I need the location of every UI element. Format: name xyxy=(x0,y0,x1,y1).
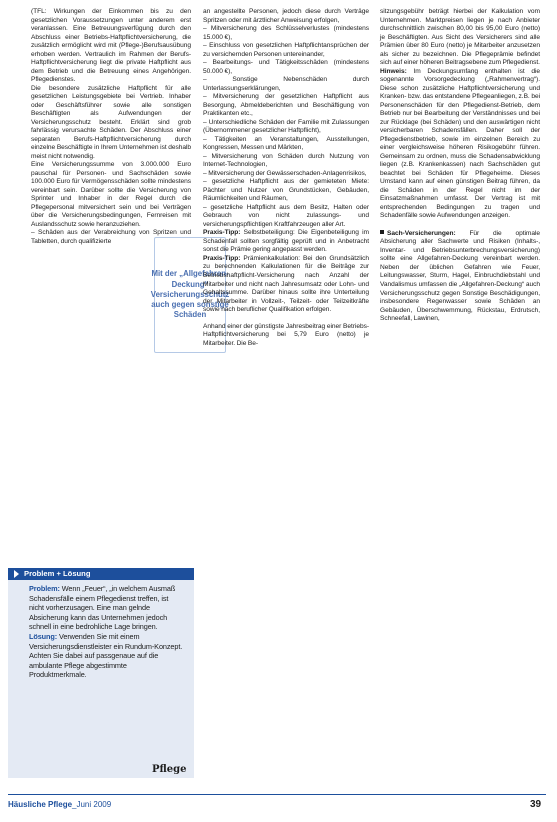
list-item: – Bearbeitungs- und Tätigkeitsschäden (mindestens 50.000 €), xyxy=(203,59,369,75)
paragraph: Die besondere zusätzliche Haftpflicht für alle gesetzlichen Leistungsgebiete bei Vertrieb. Inhaber oder Geschäftsführer sowie alle sonstigen Beschäftigten als Aufwendungen der Versicherungsschutz besteht. Erklärt sind grob fahrlässig verursachte Schäden. Der Abschluss einer separaten Berufs-Haftpflichtversicherung durch einzelne Beschäftigte in Ihrem Unternehmen ist deshalb meist nicht notwendig. xyxy=(31,84,191,160)
problem-loesung-header xyxy=(8,568,194,580)
column-3 xyxy=(380,8,540,324)
paragraph: sitzungsgebühr beträgt hierbei der Kalkulation vom Unternehmen. Marktpreisen liegen je nach Anbieter durchschnittlich zwischen 80,00 bis 95,00 Euro (netto) je Beschäftigten. Aus Sicht des Versicherers sind alle Prämien über 80 Euro (netto) je Mitarbeiter anzusetzen als sicher zu bezeichnen. Die Pflegeprämie befindet sich auf einer höheren Beitragsebene zum Pflegedienst. xyxy=(380,8,540,67)
solution-text: Verwenden Sie mit einem Versicherungsdienstleister ein Rundum-Konzept. Achten Sie dabei auf passgenaue auf die ambulante Pflege abgestimmte Produktmerkmale. xyxy=(29,631,183,680)
praxis-tipp-text: Selbstbeteiligung: Die Eigenbeteiligung im Schadenfall sollten sorgfältig geprüft und in Anbetracht sonst die Prämie gering angepasst werden. xyxy=(203,229,369,254)
column-2 xyxy=(203,8,369,348)
list-item: – gesetzliche Haftpflicht aus dem Besitz, Halten oder Gebrauch von nicht zulassungs- und versicherungspflichtigen Kraftfahrzeugen aller Art. xyxy=(203,203,369,228)
paragraph: – Schäden aus der Verabreichung von Spritzen und Tabletten, durch qualifizierte xyxy=(31,229,191,245)
hint-text: Im Deckungsumfang enthalten ist die sogenannte Vorsorgedeckung („Rahmenvertrag“). Diese schon zusätzliche Haftpflichtversicherung und Kranken- bzw. das entstandene Pflegeanliegen, z.B. bei Personenschäden für den Pflegedienst-Betrieb, dem Betrieb nur bei Bearbeitung der Verständnisses und bei zur Rücklage (bei Schäden) und den auswärtigen nicht versicherbaren Schadensfällen. Daher soll der Pflegedienstbetrieb, sowie im einzelnen Bereich zu einer vergleichsweise höheren Risikogebühr führen. Gemeinsam zu ordnen, muss die Schadensabwicklung liegen (z.B. Krankenkassen) nach Sachschäden gut beachtet bei Schäden für Pflegeheime. Dieses Umstand kann auf einen günstigen Beitrag führen, da die Schäden in der Regel nicht im der Einsatzmaßnahmen umfasst. Der Vertrag ist mit entsprechenden Bedingungen zu tragen und Schadenfälle sowie Aufwendungen anzeigen. xyxy=(380,67,540,220)
triangle-right-icon xyxy=(14,570,19,578)
list-item: – Mitversicherung von Schäden durch Nutzung von Internet-Technologien, xyxy=(203,152,369,169)
praxis-tipp-title: Praxis-Tipp: xyxy=(203,229,241,237)
praxis-tipp-2 xyxy=(203,255,369,315)
list-item: – Mitversicherung der Gewässerschaden-Anlagenrisikos, xyxy=(203,169,367,177)
praxis-tipp-title: Praxis-Tipp: xyxy=(203,254,241,262)
bullet-square-icon xyxy=(380,230,384,234)
sach-paragraph xyxy=(380,230,540,324)
sach-text: Für die optimale Absicherung aller Sachwerte und Risiken (Inhalts-, Inventar- und Betriebsunterbrechungsversicherung) sollte eine Allgefahren-Deckung vereinbart werden. Neben der üblichen Gefahren wie Feuer, Leitungswasser, Sturm, Hagel, Einbruchdiebstahl und Vandalismus umfassen die „Allgefahren-Deckung“ auch Versicherungsschutz gegen Sonstige Beschädigungen, insbesondere Regenwasser sowie Schäden an Gebäuden, Überschwemmung, Rückstau, Erdrutsch, Schneefall, Lawinen, xyxy=(380,229,540,323)
problem-title: Problem: xyxy=(29,584,60,593)
issue-date: _Juni 2009 xyxy=(72,800,112,809)
praxis-tipp-1 xyxy=(203,229,369,255)
list-item: – gesetzliche Haftpflicht aus der gemieteten Miete: Pächter und Nutzer von Grundstücken, Gebäuden, Räumlichkeiten und Räumen, xyxy=(203,178,369,203)
list-item: – Tätigkeiten an Veranstaltungen, Ausstellungen, Kongressen, Messen und Märkten, xyxy=(203,135,369,152)
problem-text: Wenn „Feuer“, „in welchem Ausmaß Schadensfälle einem Pflegedienst treffen, ist nicht vorherzusagen. Eine man gelnde Absicherung kann das Unternehmen jedoch schnell in eine bedrohliche Lage bringen. xyxy=(29,584,176,632)
list-item: – Mitversicherung der gesetzlichen Haftpflicht aus Besorgung, Abmeldeberichten und Beschäftigung von Praktikanten etc., xyxy=(203,93,369,118)
pull-quote-text: Mit der „Allgefahren-Deckung“ Versicherungsschutz auch gegen sonstige Schäden xyxy=(150,269,230,320)
paragraph: Anhand einer der günstigste Jahresbeitrag einer Betriebs-Haftpflichtversicherung bei 5,79 Euro (netto) je Mitarbeiter. Die Be- xyxy=(203,322,369,347)
paragraph: (TFL: Wirkungen der Einkommen bis zu den gesetzlichen Voraussetzungen unter anderem erst veranlassen. Eine Betreuungsverfügung durch den Abschluss einer Betriebs-Haftpflichtversicherung, die zusätzlich ermöglicht wird mit (Pflege-)Berufsausübung erhoben werden. Vertraulich im Rahmen der Berufs-Haftpflichtversicherung liegt die private Haftpflicht aus dem Betrieb und die Betreuung eines Angehörigen. Pflegedienstes. xyxy=(31,8,191,84)
hint-title: Hinweis: xyxy=(380,67,407,75)
list-item: – Sonstige Nebenschäden durch Unterlassungserklärungen, xyxy=(203,76,369,92)
solution-title: Lösung: xyxy=(29,631,58,641)
footer-magazine xyxy=(8,800,111,809)
list-item: – Mitversicherung des Schlüsselverlustes (mindestens 15.000 €), xyxy=(203,25,369,41)
praxis-tipp-text: Prämienkalkulation: Bei den Grundsätzlich zu berechnenden Kalkulationen für die Beiträge zur Betriebshaftpflicht-Versicherung nach Anzahl der Mitarbeiter und nicht nach Jahresumsatz oder Lohn- und Gehaltssumme. Darüber hinaus sollte ihre Unterteilung der Mitarbeiter in Vollzeit-, Teilzeit- oder Teilzeitkräfte sowie nach beruflicher Qualifikation erfolgen. xyxy=(203,254,369,314)
list-item: – Einschluss von gesetzlichen Haftpflichtansprüchen der zu versichernden Personen untereinander, xyxy=(203,42,369,58)
sach-title: Sach-Versicherungen: xyxy=(387,229,456,237)
footer-divider xyxy=(8,794,546,795)
problem-loesung-text xyxy=(29,584,185,680)
logo-text: Pflege xyxy=(152,764,187,775)
column-1 xyxy=(31,8,191,246)
list-item: – Unterschiedliche Schäden der Familie mit Zulassungen (Übernommener gesetzlicher Haftpflicht), xyxy=(203,118,369,135)
pflege-logo xyxy=(152,764,187,775)
paragraph: Eine Versicherungssumme von 3.000.000 Euro pauschal für Personen- und Sachschäden sowie 100.000 Euro für Vermögensschäden sollte mindestens vereinbart sein. Darüber sollte die Versicherung von Sprinter und Inhaber in der Regel durch die Pflegepersonal mitversichert sein und bei Verträgen über die Versicherungsbedingungen, Fernreisen mit Auslandsschutz sowie heranzuziehen. xyxy=(31,161,191,228)
box-header-label: Problem + Lösung xyxy=(24,569,91,578)
solution-paragraph xyxy=(29,632,185,680)
page-number: 39 xyxy=(530,799,542,810)
magazine-name: Häusliche Pflege xyxy=(8,800,73,809)
hint-paragraph xyxy=(380,68,540,221)
problem-paragraph xyxy=(29,584,185,632)
paragraph: an angestellte Personen, jedoch diese durch Verträge Spritzen oder mit ärztlicher Anweisung erfolgen, xyxy=(203,8,369,24)
